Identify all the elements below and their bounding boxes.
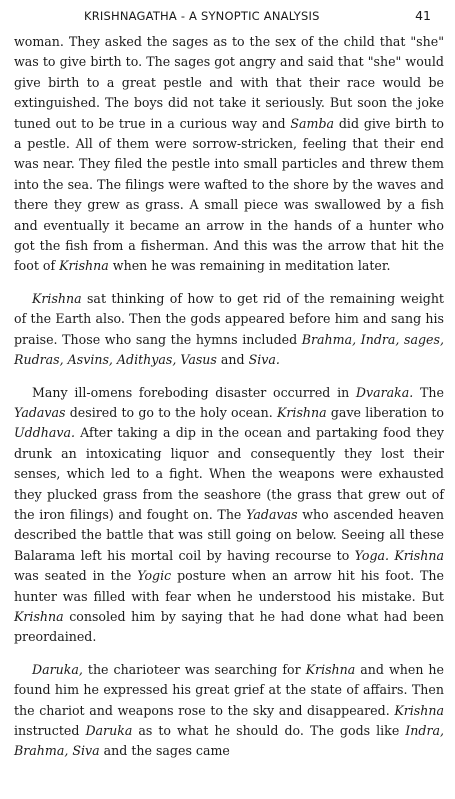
text-run: desired to go to the holy ocean.	[65, 404, 277, 420]
italic-term: Daruka	[85, 723, 133, 738]
italic-term: Yogic	[137, 568, 172, 584]
italic-term: Brahma, Indra, sages, Rudras, Asvins, Adithyas, Vasus	[14, 331, 444, 368]
italic-term: Krishna	[59, 258, 109, 274]
text-run: was seated in the	[14, 568, 138, 584]
text-run: and	[216, 352, 249, 368]
text-run: who ascended heaven described the battle that was still going on below. Seeing all these Balarama left his mortal coil by having recourse to	[14, 506, 444, 563]
italic-term: Krishna	[14, 608, 64, 624]
body-text	[14, 32, 444, 774]
paragraph	[14, 660, 444, 762]
italic-term: Yoga.	[354, 547, 390, 563]
italic-term: Yadavas	[14, 404, 66, 420]
italic-term: Daruka,	[32, 661, 83, 677]
text-run: and the sages came	[99, 743, 230, 759]
italic-term: Yadavas	[246, 506, 298, 522]
italic-term: Krishna	[394, 547, 444, 563]
italic-term: Uddhava.	[14, 425, 75, 441]
italic-term: Indra, Brahma, Siva	[14, 723, 444, 759]
italic-term: Krishna	[305, 661, 356, 677]
paragraph	[14, 32, 444, 277]
text-run: gave liberation to	[326, 404, 444, 420]
text-run: did give birth to a pestle. All of them were sorrow-stricken, feeling that their end was near. They filed the pestle into small particles and threw them into the sea. The filings were wafted to the shore by the waves and there they grew as grass. A small piece was swallowed by a fish and eventually it became an arrow in the hands of a hunter who got the fish from a fisherman. And this was the arrow that hit the foot of	[14, 115, 444, 274]
italic-term: Samba	[290, 115, 335, 131]
text-run: as to what he should do. The gods like	[132, 723, 406, 738]
text-run: instructed	[14, 723, 86, 738]
text-run: and when he found him he expressed his great grief at the state of affairs. Then the chariot and weapons rose to the sky and disappeared.	[14, 661, 444, 718]
text-run: the charioteer was searching for	[82, 661, 306, 677]
italic-term: Dvaraka.	[355, 384, 414, 400]
text-run: Many ill-omens foreboding disaster occurred in	[32, 384, 356, 400]
text-run: posture when an arrow hit his foot. The hunter was filled with fear when he understood his mistake. But	[14, 568, 444, 604]
text-run: when he was remaining in meditation later.	[108, 258, 391, 274]
italic-term: Siva.	[248, 352, 280, 368]
italic-term: Krishna	[32, 290, 82, 306]
text-run: After taking a dip in the ocean and partaking food they drunk an intoxicating liquor and consequently they lost their senses, which led to a fight. When the weapons were exhausted they plucked grass from the seashore (the grass that grew out of the iron filings) and fought on. The	[14, 425, 444, 522]
paragraph	[14, 383, 444, 648]
running-head: KRISHNAGATHA - A SYNOPTIC ANALYSIS	[84, 9, 320, 23]
text-run: consoled him by saying that he had done what had been preordained.	[14, 608, 444, 645]
page-header	[0, 4, 455, 28]
page-number: 41	[415, 8, 431, 23]
italic-term: Krishna	[276, 404, 327, 420]
text-run: sat thinking of how to get rid of the remaining weight of the Earth also. Then the gods appeared before him and sang his praise. Those who sang the hymns included	[14, 290, 444, 347]
paragraph	[14, 289, 444, 371]
text-run: woman. They asked the sages as to the sex of the child that "she" was to give birth to. The sages got angry and said that "she" would give birth to a great pestle and with that their race would be extinguished. The boys did not take it seriously. But soon the joke tuned out to be true in a curious way and	[14, 34, 444, 131]
text-run: The	[413, 384, 444, 400]
italic-term: Krishna	[394, 702, 444, 718]
